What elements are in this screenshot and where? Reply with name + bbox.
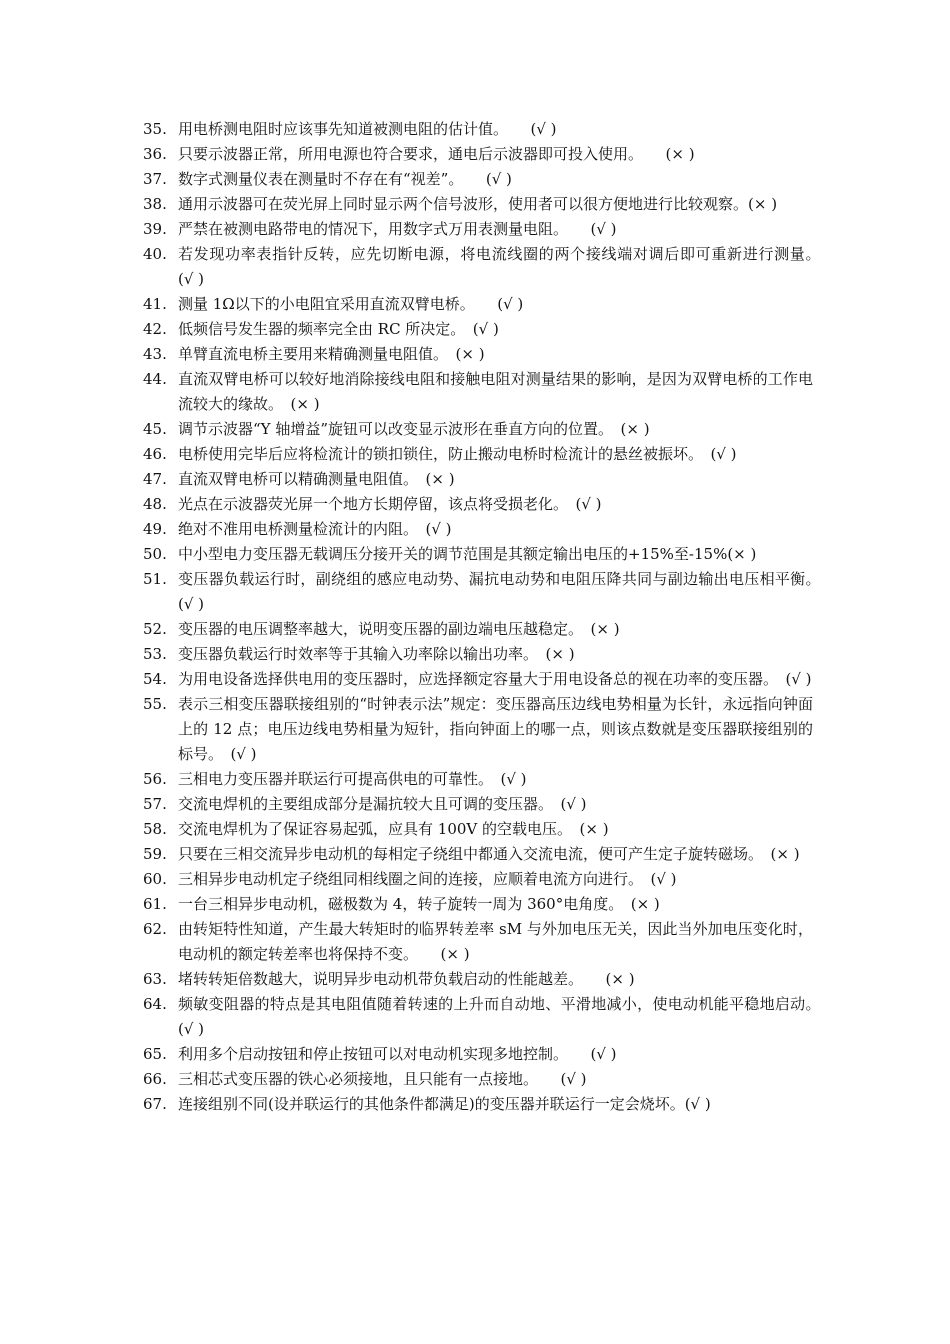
question-number: 39. (143, 220, 167, 238)
question-item (143, 1067, 813, 1092)
question-text: 三相异步电动机定子绕组同相线圈之间的连接，应顺着电流方向进行。 (√ ) (178, 870, 677, 888)
question-text: 交流电焊机为了保证容易起弧，应具有 100V 的空载电压。 (× ) (178, 820, 609, 838)
question-item (143, 167, 813, 192)
question-item (143, 192, 813, 217)
question-text: 三相电力变压器并联运行可提高供电的可靠性。 (√ ) (178, 770, 527, 788)
question-number: 41. (143, 295, 167, 313)
question-item (143, 517, 813, 542)
question-text: 中小型电力变压器无载调压分接开关的调节范围是其额定输出电压的+15%至-15%(× ) (178, 545, 757, 563)
question-number: 48. (143, 495, 167, 513)
question-item (143, 867, 813, 892)
question-text: 连接组别不同(设并联运行的其他条件都满足)的变压器并联运行一定会烧坏。(√ ) (178, 1095, 711, 1113)
question-text: 直流双臂电桥可以较好地消除接线电阻和接触电阻对测量结果的影响，是因为双臂电桥的工作电流较大的缘故。 (× ) (178, 370, 813, 413)
question-item (143, 567, 829, 617)
question-number: 46. (143, 445, 167, 463)
question-text: 直流双臂电桥可以精确测量电阻值。 (× ) (178, 470, 455, 488)
question-text: 利用多个启动按钮和停止按钮可以对电动机实现多地控制。 (√ ) (178, 1045, 617, 1063)
question-text: 绝对不准用电桥测量检流计的内阻。 (√ ) (178, 520, 452, 538)
question-item (143, 817, 813, 842)
question-text: 交流电焊机的主要组成部分是漏抗较大且可调的变压器。 (√ ) (178, 795, 587, 813)
question-number: 36. (143, 145, 167, 163)
question-item (143, 667, 813, 692)
question-item (143, 767, 813, 792)
question-item (143, 292, 813, 317)
question-number: 43. (143, 345, 167, 363)
question-item (143, 142, 813, 167)
question-text: 变压器负载运行时，副绕组的感应电动势、漏抗电动势和电阻压降共同与副边输出电压相平衡。 (√ ) (178, 570, 829, 613)
question-number: 35. (143, 120, 167, 138)
question-number: 55. (143, 695, 167, 713)
question-number: 53. (143, 645, 167, 663)
question-number: 62. (143, 920, 167, 938)
question-number: 66. (143, 1070, 167, 1088)
question-number: 60. (143, 870, 167, 888)
question-item (143, 992, 829, 1042)
question-number: 44. (143, 370, 167, 388)
question-item (143, 117, 813, 142)
true-false-question-list (143, 117, 829, 1117)
question-number: 63. (143, 970, 167, 988)
question-number: 42. (143, 320, 167, 338)
question-text: 用电桥测电阻时应该事先知道被测电阻的估计值。 (√ ) (178, 120, 557, 138)
question-item (143, 217, 813, 242)
question-item (143, 317, 813, 342)
question-text: 表示三相变压器联接组别的“时钟表示法”规定：变压器高压边线电势相量为长针，永远指向钟面上的 12 点；电压边线电势相量为短针，指向钟面上的哪一点，则该点数就是变压器联接组别的标号。 (√ ) (178, 695, 813, 763)
question-item (143, 542, 813, 567)
question-text: 三相芯式变压器的铁心必须接地，且只能有一点接地。 (√ ) (178, 1070, 587, 1088)
question-text: 电桥使用完毕后应将检流计的锁扣锁住，防止搬动电桥时检流计的悬丝被振坏。 (√ ) (178, 445, 737, 463)
question-text: 频敏变阻器的特点是其电阻值随着转速的上升而自动地、平滑地减小，使电动机能平稳地启动。 (√ ) (178, 995, 829, 1038)
question-text: 只要示波器正常，所用电源也符合要求，通电后示波器即可投入使用。 (× ) (178, 145, 695, 163)
question-number: 37. (143, 170, 167, 188)
question-text: 堵转转矩倍数越大，说明异步电动机带负载启动的性能越差。 (× ) (178, 970, 635, 988)
question-text: 通用示波器可在荧光屏上同时显示两个信号波形，使用者可以很方便地进行比较观察。(× ) (178, 195, 778, 213)
question-text: 由转矩特性知道，产生最大转矩时的临界转差率 sM 与外加电压无关，因此当外加电压变化时，电动机的额定转差率也将保持不变。 (× ) (178, 920, 813, 963)
question-text: 只要在三相交流异步电动机的每相定子绕组中都通入交流电流，便可产生定子旋转磁场。 (× ) (178, 845, 800, 863)
question-number: 54. (143, 670, 167, 688)
question-item (143, 442, 813, 467)
question-item (143, 642, 813, 667)
question-number: 61. (143, 895, 167, 913)
question-number: 56. (143, 770, 167, 788)
question-number: 40. (143, 245, 167, 263)
question-item (143, 242, 829, 292)
question-text: 光点在示波器荧光屏一个地方长期停留，该点将受损老化。 (√ ) (178, 495, 602, 513)
question-number: 52. (143, 620, 167, 638)
question-number: 45. (143, 420, 167, 438)
question-item (143, 367, 813, 417)
question-number: 64. (143, 995, 167, 1013)
question-item (143, 342, 813, 367)
question-number: 47. (143, 470, 167, 488)
question-number: 49. (143, 520, 167, 538)
question-text: 严禁在被测电路带电的情况下，用数字式万用表测量电阻。 (√ ) (178, 220, 617, 238)
question-item (143, 692, 813, 767)
question-text: 测量 1Ω以下的小电阻宜采用直流双臂电桥。 (√ ) (178, 295, 524, 313)
question-number: 50. (143, 545, 167, 563)
question-text: 变压器负载运行时效率等于其输入功率除以输出功率。 (× ) (178, 645, 575, 663)
question-text: 单臂直流电桥主要用来精确测量电阻值。 (× ) (178, 345, 485, 363)
question-text: 一台三相异步电动机，磁极数为 4，转子旋转一周为 360°电角度。 (× ) (178, 895, 660, 913)
question-number: 38. (143, 195, 167, 213)
question-number: 51. (143, 570, 167, 588)
question-text: 调节示波器“Y 轴增益”旋钮可以改变显示波形在垂直方向的位置。 (× ) (178, 420, 650, 438)
question-number: 57. (143, 795, 167, 813)
question-number: 65. (143, 1045, 167, 1063)
question-text: 变压器的电压调整率越大，说明变压器的副边端电压越稳定。 (× ) (178, 620, 620, 638)
question-text: 数字式测量仪表在测量时不存在有“视差”。 (√ ) (178, 170, 512, 188)
question-item (143, 967, 813, 992)
question-item (143, 842, 813, 867)
question-item (143, 917, 813, 967)
question-item (143, 892, 813, 917)
question-item (143, 792, 813, 817)
question-item (143, 417, 813, 442)
question-item (143, 617, 813, 642)
question-text: 为用电设备选择供电用的变压器时，应选择额定容量大于用电设备总的视在功率的变压器。 (√ ) (178, 670, 812, 688)
question-text: 低频信号发生器的频率完全由 RC 所决定。 (√ ) (178, 320, 499, 338)
question-item (143, 1092, 813, 1117)
question-number: 58. (143, 820, 167, 838)
question-item (143, 492, 813, 517)
question-item (143, 467, 813, 492)
question-number: 59. (143, 845, 167, 863)
question-text: 若发现功率表指针反转，应先切断电源，将电流线圈的两个接线端对调后即可重新进行测量。 (√ ) (178, 245, 829, 288)
question-number: 67. (143, 1095, 167, 1113)
question-item (143, 1042, 813, 1067)
